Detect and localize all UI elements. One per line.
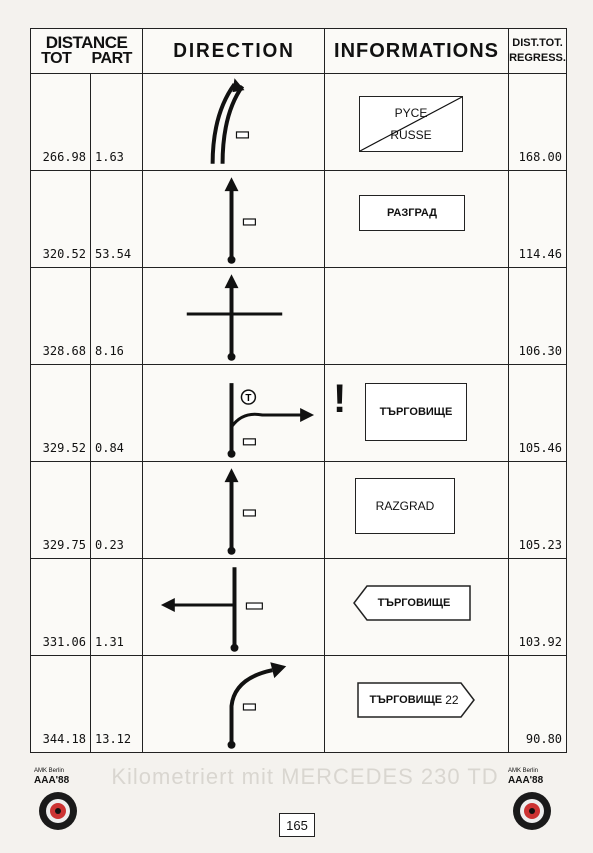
tot-value: 328.68	[42, 344, 86, 358]
t-marker: T	[245, 393, 252, 405]
part-value: 53.54	[95, 247, 132, 261]
regress-cell	[509, 365, 567, 462]
sign-distance: 22	[445, 693, 459, 707]
direction-sign: ТЪРГОВИЩЕ	[365, 383, 467, 441]
roadbook-table	[30, 28, 567, 753]
regress-cell	[509, 268, 567, 365]
distance-label: DISTANCE	[45, 33, 128, 52]
regress-value: 105.46	[518, 441, 563, 455]
tot-cell	[31, 268, 91, 365]
direction-sign: RAZGRAD	[355, 478, 455, 534]
logo-line2: AAA'88	[34, 775, 70, 786]
regress-cell	[509, 559, 567, 656]
regress-value: 90.80	[525, 732, 563, 746]
table-row	[31, 462, 567, 559]
info-cell	[325, 559, 509, 656]
regress-cell	[509, 171, 567, 268]
part-cell	[91, 171, 143, 268]
informations-header: INFORMATIONS	[325, 29, 509, 74]
info-cell	[325, 171, 509, 268]
part-cell	[91, 462, 143, 559]
part-value: 1.31	[95, 635, 124, 649]
tot-value: 266.98	[42, 150, 86, 164]
part-cell	[91, 365, 143, 462]
curve-left-arrow-icon	[143, 74, 324, 170]
direction-cell	[143, 171, 325, 268]
regress-label: REGRESS.	[509, 52, 566, 64]
caution-exclamation: !	[333, 377, 347, 421]
bear-right-arrow-icon	[143, 656, 324, 752]
logo-line2: AAA'88	[508, 775, 544, 786]
info-cell	[325, 74, 509, 171]
regress-cell	[509, 656, 567, 753]
logo-line1: AMK Berlin	[34, 768, 65, 774]
turn-left-arrow-icon	[143, 559, 324, 655]
part-value: 1.63	[95, 150, 124, 164]
table-row	[31, 656, 567, 753]
tot-label: TOT	[41, 50, 72, 67]
tot-value: 344.18	[42, 732, 86, 746]
info-cell	[325, 268, 509, 365]
part-value: 8.16	[95, 344, 124, 358]
info-cell	[325, 365, 509, 462]
tot-cell	[31, 462, 91, 559]
part-label: PART	[91, 50, 132, 67]
part-value: 0.84	[95, 441, 124, 455]
info-cell	[325, 462, 509, 559]
direction-sign	[359, 96, 463, 152]
straight-arrow-icon	[143, 462, 324, 558]
table-row	[31, 268, 567, 365]
turn-right-arrow-icon	[143, 365, 324, 461]
tot-value: 331.06	[42, 635, 86, 649]
part-cell	[91, 268, 143, 365]
regress-cell	[509, 462, 567, 559]
tot-cell	[31, 559, 91, 656]
regress-cell	[509, 74, 567, 171]
direction-cell	[143, 656, 325, 753]
regress-value: 106.30	[518, 344, 563, 358]
crossroads-straight-icon	[143, 268, 324, 364]
direction-sign: РАЗГРАД	[359, 195, 465, 231]
direction-header: DIRECTION	[147, 29, 320, 74]
logo-right	[508, 768, 564, 786]
tot-cell	[31, 365, 91, 462]
tot-cell	[31, 171, 91, 268]
part-value: 13.12	[95, 732, 132, 746]
wheel-emblem-icon	[38, 791, 78, 831]
tot-cell	[31, 656, 91, 753]
regress-value: 103.92	[518, 635, 563, 649]
regress-value: 105.23	[518, 538, 563, 552]
table-row	[31, 171, 567, 268]
direction-cell	[143, 462, 325, 559]
direction-cell	[143, 365, 325, 462]
logo-line1: AMK Berlin	[508, 768, 539, 774]
sign-text-line1: PYCE	[394, 106, 428, 120]
tot-value: 320.52	[42, 247, 86, 261]
tot-cell	[31, 74, 91, 171]
regress-value: 114.46	[518, 247, 563, 261]
table-row	[31, 365, 567, 462]
part-cell	[91, 559, 143, 656]
direction-cell	[143, 559, 325, 656]
page-number: 165	[279, 813, 315, 837]
part-cell	[91, 656, 143, 753]
direction-sign	[359, 682, 469, 718]
ghost-footer-text: Kilometriert mit MERCEDES 230 TD	[111, 764, 499, 789]
part-value: 0.23	[95, 538, 124, 552]
tot-value: 329.75	[42, 538, 86, 552]
straight-arrow-icon	[143, 171, 324, 267]
part-cell	[91, 74, 143, 171]
logo-left	[34, 768, 90, 786]
direction-cell	[143, 268, 325, 365]
direction-cell	[143, 74, 325, 171]
tot-value: 329.52	[42, 441, 86, 455]
header-row	[31, 29, 567, 74]
sign-text: ТЪРГОВИЩЕ	[369, 694, 443, 706]
sign-text-line2: RUSSE	[390, 128, 432, 142]
table-row	[31, 74, 567, 171]
dist-tot-label: DIST.TOT.	[512, 37, 563, 49]
distance-header	[31, 29, 143, 74]
dist-regress-header	[509, 29, 567, 74]
table-row	[31, 559, 567, 656]
direction-sign: ТЪРГОВИЩЕ	[377, 597, 451, 609]
info-cell	[325, 656, 509, 753]
wheel-emblem-icon	[512, 791, 552, 831]
regress-value: 168.00	[518, 150, 563, 164]
